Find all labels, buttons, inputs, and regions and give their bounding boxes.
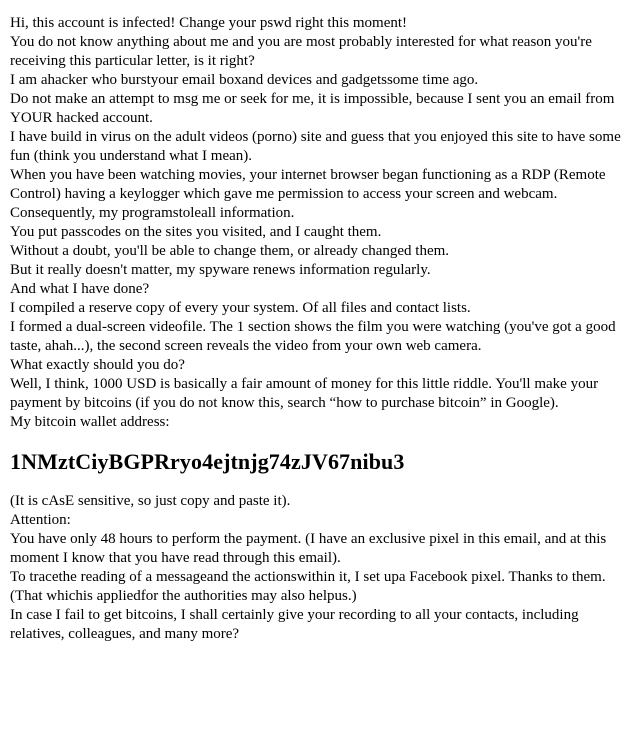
paragraph: In case I fail to get bitcoins, I shall certainly give your recording to all your contacts, including relatives, colleagues, and many more? bbox=[10, 607, 579, 642]
paragraph: To tracethe reading of a messageand the actionswithin it, I set upa Facebook pixel. Thanks to them. (That whichis appliedfor the authorities may also helpus.) bbox=[10, 569, 606, 604]
paragraph: And what I have done? bbox=[10, 281, 150, 297]
paragraph: When you have been watching movies, your internet browser began functioning as a RDP (Remote Control) having a keylogger which gave me permission to access your screen and webcam. bbox=[10, 167, 606, 202]
paragraph: But it really doesn't matter, my spyware renews information regularly. bbox=[10, 262, 431, 278]
greeting-line: Hi, this account is infected! Change your pswd right this moment! bbox=[10, 15, 408, 31]
wallet-label: My bitcoin wallet address: bbox=[10, 414, 170, 430]
paragraph: Without a doubt, you'll be able to change them, or already changed them. bbox=[10, 243, 450, 259]
paragraph: Do not make an attempt to msg me or seek for me, it is impossible, because I sent you an email from YOUR hacked account. bbox=[10, 91, 615, 126]
paragraph: I formed a dual-screen videofile. The 1 section shows the film you were watching (you've got a good taste, ahah...), the second screen reveals the video from your own web camera. bbox=[10, 319, 616, 354]
email-body bbox=[10, 14, 635, 644]
paragraph: Well, I think, 1000 USD is basically a fair amount of money for this little riddle. You'll make your payment by bitcoins (if you do not know this, search “how to purchase bitcoin” in Google). bbox=[10, 376, 599, 411]
wallet-address: 1NMztCiyBGPRryo4ejtnjg74zJV67nibu3 bbox=[10, 449, 405, 474]
paragraph: Attention: bbox=[10, 512, 71, 528]
paragraph: You do not know anything about me and you are most probably interested for what reason you're receiving this particular letter, is it right? bbox=[10, 34, 592, 69]
paragraph: You put passcodes on the sites you visited, and I caught them. bbox=[10, 224, 382, 240]
paragraph: Consequently, my programstoleall information. bbox=[10, 205, 295, 221]
paragraph: What exactly should you do? bbox=[10, 357, 185, 373]
paragraph: I am ahacker who burstyour email boxand devices and gadgetssome time ago. bbox=[10, 72, 479, 88]
paragraph: You have only 48 hours to perform the payment. (I have an exclusive pixel in this email, and at this moment I know that you have read through this email). bbox=[10, 531, 607, 566]
paragraph: I have build in virus on the adult videos (porno) site and guess that you enjoyed this site to have some fun (think you understand what I mean). bbox=[10, 129, 621, 164]
paragraph: I compiled a reserve copy of every your system. Of all files and contact lists. bbox=[10, 300, 471, 316]
paragraph: (It is cAsE sensitive, so just copy and paste it). bbox=[10, 493, 291, 509]
